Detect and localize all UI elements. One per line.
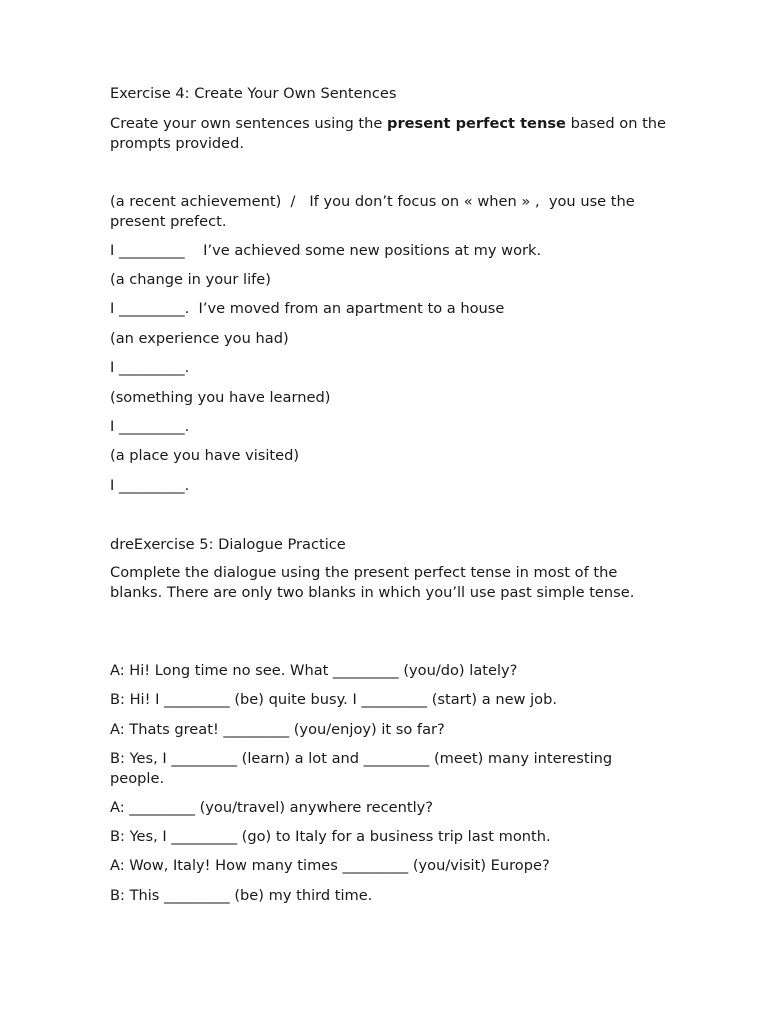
exercise-4-instruction: [110, 114, 670, 153]
prompt-change-in-life: (a change in your life): [110, 271, 271, 288]
instruction-text: Create your own sentences using the: [110, 115, 388, 132]
dialogue-line: A: Thats great! _________ (you/enjoy) it so far?: [110, 721, 445, 738]
answer-line: I _________.: [110, 418, 190, 435]
answer-line: I _________.: [110, 359, 190, 376]
prompt-recent-achievement: (a recent achievement) / If you don’t focus on « when » , you use the present prefect.: [110, 193, 640, 230]
prompt-place-visited: (a place you have visited): [110, 447, 300, 464]
exercise-5-title: dreExercise 5: Dialogue Practice: [110, 536, 346, 553]
answer-line: I _________ I’ve achieved some new positions at my work.: [110, 242, 542, 259]
exercise-4-title: Exercise 4: Create Your Own Sentences: [110, 85, 397, 102]
dialogue-line: B: Yes, I _________ (go) to Italy for a business trip last month.: [110, 828, 551, 845]
prompt-experience: (an experience you had): [110, 330, 289, 347]
instruction-bold-text: present perfect tense: [387, 115, 566, 132]
answer-line: I _________. I’ve moved from an apartment to a house: [110, 300, 505, 317]
dialogue-line: B: Hi! I _________ (be) quite busy. I _________ (start) a new job.: [110, 691, 558, 708]
dialogue-line: A: _________ (you/travel) anywhere recently?: [110, 799, 434, 816]
dialogue-line: A: Hi! Long time no see. What _________ (you/do) lately?: [110, 662, 518, 679]
answer-line: I _________.: [110, 477, 190, 494]
instruction-text: based on the prompts provided.: [110, 115, 671, 152]
dialogue-line: A: Wow, Italy! How many times _________ (you/visit) Europe?: [110, 857, 550, 874]
prompt-something-learned: (something you have learned): [110, 389, 331, 406]
dialogue-line: B: Yes, I _________ (learn) a lot and _________ (meet) many interesting people.: [110, 750, 617, 787]
exercise-5-instruction: Complete the dialogue using the present perfect tense in most of the blanks. There are only two blanks in which you’ll use past simple tense.: [110, 564, 635, 601]
dialogue-line: B: This _________ (be) my third time.: [110, 887, 373, 904]
